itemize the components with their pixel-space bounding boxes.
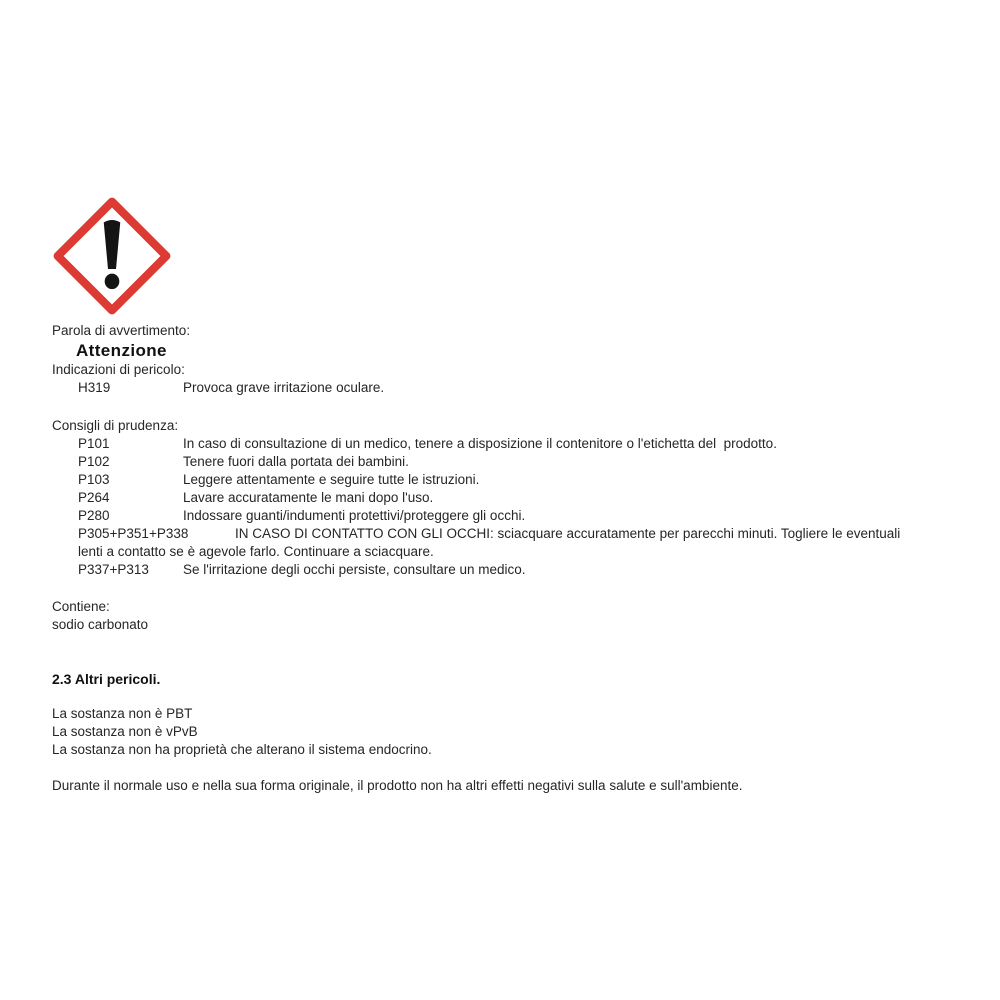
other-hazards-lines bbox=[52, 705, 924, 759]
other-hazards-line: La sostanza non è PBT bbox=[52, 706, 193, 721]
precaution-statement-row bbox=[52, 525, 924, 561]
label-text-block bbox=[52, 322, 924, 795]
other-hazards-heading: 2.3 Altri pericoli. bbox=[52, 671, 161, 687]
precaution-statement-row bbox=[52, 507, 924, 525]
precaution-statement-text: Leggere attentamente e seguire tutte le istruzioni. bbox=[183, 472, 480, 487]
precaution-statement-code: P305+P351+P338 bbox=[78, 526, 189, 541]
precaution-statement-row bbox=[52, 453, 924, 471]
precaution-statement-code: P102 bbox=[78, 454, 110, 469]
precaution-statement-row bbox=[52, 561, 924, 579]
ghs07-exclamation-pictogram bbox=[53, 197, 171, 315]
hazard-statements-heading: Indicazioni di pericolo: bbox=[52, 362, 185, 377]
hazard-statement-text: Provoca grave irritazione oculare. bbox=[183, 380, 385, 395]
precaution-statement-row bbox=[52, 471, 924, 489]
precaution-statement-text: Indossare guanti/indumenti protettivi/proteggere gli occhi. bbox=[183, 508, 526, 523]
hazard-statement-row bbox=[52, 379, 924, 397]
precaution-statement-text: IN CASO DI CONTATTO CON GLI OCCHI: sciacquare accuratamente per parecchi minuti. Togliere le eventuali lenti a contatto se è agevole farlo. Continuare a sciacquare. bbox=[78, 526, 905, 559]
precaution-statement-code: P280 bbox=[78, 508, 110, 523]
precaution-statement-text: Lavare accuratamente le mani dopo l'uso. bbox=[183, 490, 434, 505]
precaution-statement-code: P337+P313 bbox=[78, 562, 149, 577]
other-hazards-note: Durante il normale uso e nella sua forma originale, il prodotto non ha altri effetti negativi sulla salute e sull'ambiente. bbox=[52, 778, 743, 793]
hazard-statement-code: H319 bbox=[78, 380, 111, 395]
precaution-statement-code: P103 bbox=[78, 472, 110, 487]
signal-word-value: Attenzione bbox=[76, 341, 167, 360]
precaution-statement-code: P101 bbox=[78, 436, 110, 451]
precaution-statement-row bbox=[52, 489, 924, 507]
precaution-statement-row bbox=[52, 435, 924, 453]
signal-word-label: Parola di avvertimento: bbox=[52, 323, 191, 338]
precaution-statement-text: Se l'irritazione degli occhi persiste, consultare un medico. bbox=[183, 562, 526, 577]
exclamation-dot bbox=[105, 274, 120, 290]
contains-heading: Contiene: bbox=[52, 599, 110, 614]
contains-substance: sodio carbonato bbox=[52, 617, 149, 632]
precautionary-statements-heading: Consigli di prudenza: bbox=[52, 418, 179, 433]
precaution-statement-code: P264 bbox=[78, 490, 110, 505]
precaution-statement-text: In caso di consultazione di un medico, tenere a disposizione il contenitore o l'etichetta del prodotto. bbox=[183, 436, 777, 451]
other-hazards-line: La sostanza non è vPvB bbox=[52, 724, 198, 739]
precaution-statement-text: Tenere fuori dalla portata dei bambini. bbox=[183, 454, 409, 469]
other-hazards-line: La sostanza non ha proprietà che alterano il sistema endocrino. bbox=[52, 742, 432, 757]
